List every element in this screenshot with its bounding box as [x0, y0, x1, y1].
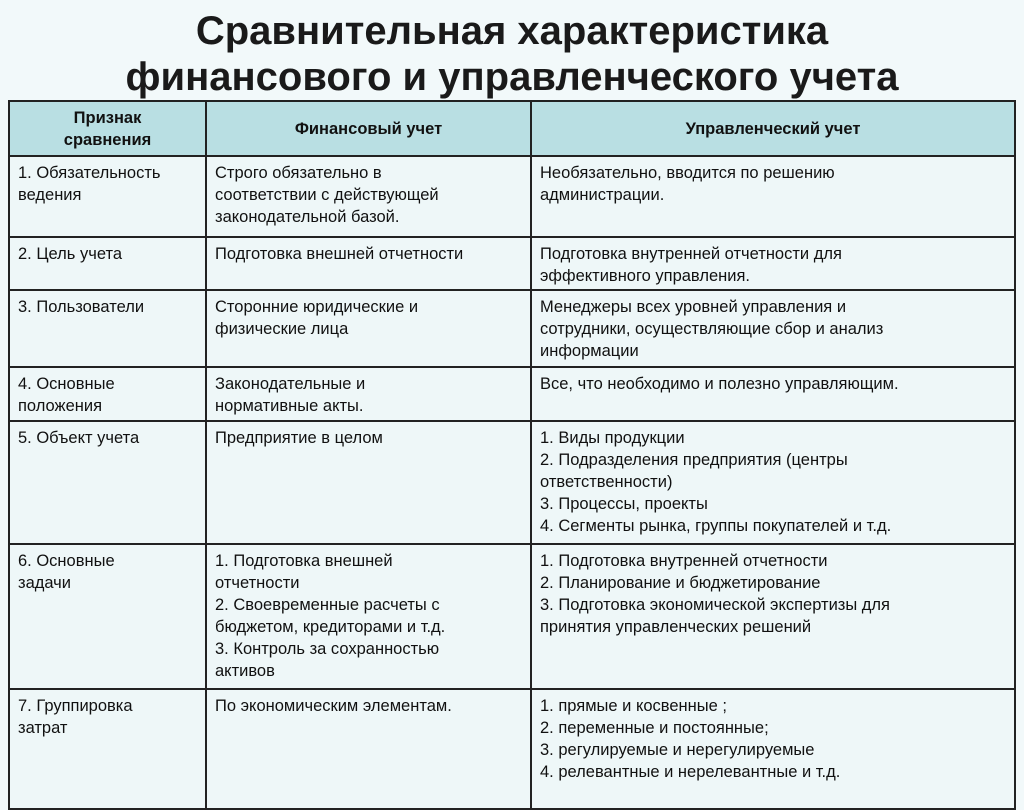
cell-management: Менеджеры всех уровней управления и сотрудники, осуществляющие сбор и анализ информации — [531, 290, 1015, 367]
cell-financial: По экономическим элементам. — [206, 689, 531, 809]
cell-criterion: 5. Объект учета — [9, 421, 206, 544]
cell-financial: Сторонние юридические и физические лица — [206, 290, 531, 367]
table-row — [9, 421, 1015, 544]
cell-financial: Предприятие в целом — [206, 421, 531, 544]
comparison-table — [8, 100, 1016, 810]
table-row — [9, 544, 1015, 689]
cell-criterion: 1. Обязательность ведения — [9, 156, 206, 237]
cell-financial: Законодательные и нормативные акты. — [206, 367, 531, 421]
cell-criterion: 7. Группировка затрат — [9, 689, 206, 809]
table-row — [9, 237, 1015, 290]
slide-title: Сравнительная характеристика финансового и управленческого учета — [125, 9, 899, 99]
cell-management: 1. прямые и косвенные ; 2. переменные и постоянные; 3. регулируемые и нерегулируемые 4. релевантные и нерелевантные и т.д. — [531, 689, 1015, 809]
cell-criterion: 3. Пользователи — [9, 290, 206, 367]
cell-financial: Строго обязательно в соответствии с действующей законодательной базой. — [206, 156, 531, 237]
table-row — [9, 156, 1015, 237]
header-financial: Финансовый учет — [206, 101, 531, 156]
cell-management: 1. Виды продукции 2. Подразделения предприятия (центры ответственности) 3. Процессы, проекты 4. Сегменты рынка, группы покупателей и т.д. — [531, 421, 1015, 544]
cell-management: Необязательно, вводится по решению администрации. — [531, 156, 1015, 237]
cell-management: Подготовка внутренней отчетности для эффективного управления. — [531, 237, 1015, 290]
cell-management: Все, что необходимо и полезно управляющим. — [531, 367, 1015, 421]
cell-criterion: 2. Цель учета — [9, 237, 206, 290]
cell-criterion: 6. Основные задачи — [9, 544, 206, 689]
cell-criterion: 4. Основные положения — [9, 367, 206, 421]
header-criterion: Признак сравнения — [9, 101, 206, 156]
cell-financial: Подготовка внешней отчетности — [206, 237, 531, 290]
table-row — [9, 290, 1015, 367]
table-header-row — [9, 101, 1015, 156]
table-row — [9, 367, 1015, 421]
table-row — [9, 689, 1015, 809]
cell-financial: 1. Подготовка внешней отчетности 2. Своевременные расчеты с бюджетом, кредиторами и т.д. 3. Контроль за сохранностью активов — [206, 544, 531, 689]
cell-management: 1. Подготовка внутренней отчетности 2. Планирование и бюджетирование 3. Подготовка экономической экспертизы для принятия управленческих решений — [531, 544, 1015, 689]
header-management: Управленческий учет — [531, 101, 1015, 156]
